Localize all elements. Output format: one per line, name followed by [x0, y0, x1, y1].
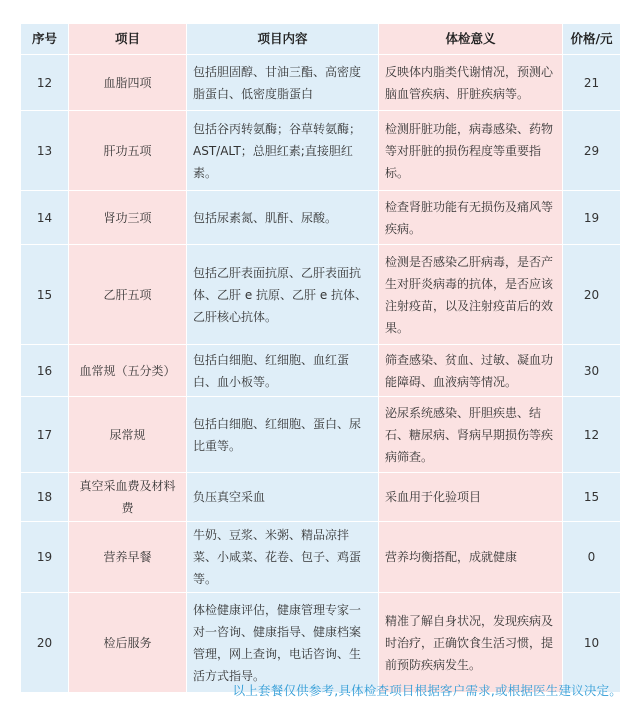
- row-content: 包括乙肝表面抗原、乙肝表面抗体、乙肝 e 抗原、乙肝 e 抗体、乙肝核心抗体。: [187, 245, 379, 345]
- table-row: [21, 191, 621, 245]
- row-price: 0: [563, 522, 621, 593]
- footer-note: 以上套餐仅供参考,具体检查项目根据客户需求,或根据医生建议决定。: [232, 683, 622, 698]
- row-content: 包括胆固醇、甘油三酯、高密度脂蛋白、低密度脂蛋白: [187, 55, 379, 111]
- row-seq: 12: [21, 55, 69, 111]
- table-row: [21, 473, 621, 522]
- row-price: 15: [563, 473, 621, 522]
- row-seq: 17: [21, 397, 69, 473]
- row-item: 检后服务: [69, 593, 187, 693]
- table-row: [21, 522, 621, 593]
- row-item: 尿常规: [69, 397, 187, 473]
- row-price: 30: [563, 345, 621, 397]
- row-seq: 19: [21, 522, 69, 593]
- table-row: [21, 397, 621, 473]
- row-item: 血脂四项: [69, 55, 187, 111]
- row-meaning: 精准了解自身状况，发现疾病及时治疗，正确饮食生活习惯，提前预防疾病发生。: [379, 593, 563, 693]
- table-row: [21, 245, 621, 345]
- table-row: [21, 55, 621, 111]
- row-item: 乙肝五项: [69, 245, 187, 345]
- table-row: [21, 593, 621, 693]
- checkup-price-table: [20, 23, 621, 693]
- row-item: 营养早餐: [69, 522, 187, 593]
- row-meaning: 营养均衡搭配，成就健康: [379, 522, 563, 593]
- row-meaning: 筛查感染、贫血、过敏、凝血功能障碍、血液病等情况。: [379, 345, 563, 397]
- row-item: 真空采血费及材料费: [69, 473, 187, 522]
- row-price: 19: [563, 191, 621, 245]
- price-table-container: [20, 23, 621, 693]
- row-meaning: 采血用于化验项目: [379, 473, 563, 522]
- row-item: 血常规（五分类）: [69, 345, 187, 397]
- table-header-row: [21, 24, 621, 55]
- row-price: 10: [563, 593, 621, 693]
- row-meaning: 泌尿系统感染、肝胆疾患、结石、糖尿病、肾病早期损伤等疾病筛查。: [379, 397, 563, 473]
- row-meaning: 反映体内脂类代谢情况，预测心脑血管疾病、肝脏疾病等。: [379, 55, 563, 111]
- row-seq: 18: [21, 473, 69, 522]
- row-content: 体检健康评估，健康管理专家一对一咨询、健康指导、健康档案管理，网上查询，电话咨询、生活方式指导。: [187, 593, 379, 693]
- row-seq: 20: [21, 593, 69, 693]
- header-content: 项目内容: [187, 24, 379, 55]
- row-seq: 15: [21, 245, 69, 345]
- row-price: 20: [563, 245, 621, 345]
- row-price: 29: [563, 111, 621, 191]
- row-item: 肝功五项: [69, 111, 187, 191]
- row-content: 包括白细胞、红细胞、蛋白、尿比重等。: [187, 397, 379, 473]
- row-content: 负压真空采血: [187, 473, 379, 522]
- header-price: 价格/元: [563, 24, 621, 55]
- row-seq: 14: [21, 191, 69, 245]
- header-item: 项目: [69, 24, 187, 55]
- row-seq: 16: [21, 345, 69, 397]
- row-item: 肾功三项: [69, 191, 187, 245]
- row-content: 包括谷丙转氨酶；谷草转氨酶；AST/ALT；总胆红素;直接胆红素。: [187, 111, 379, 191]
- row-price: 12: [563, 397, 621, 473]
- row-content: 包括白细胞、红细胞、血红蛋白、血小板等。: [187, 345, 379, 397]
- row-content: 牛奶、豆浆、米粥、精品凉拌菜、小咸菜、花卷、包子、鸡蛋等。: [187, 522, 379, 593]
- header-seq: 序号: [21, 24, 69, 55]
- row-meaning: 检查肾脏功能有无损伤及痛风等疾病。: [379, 191, 563, 245]
- row-seq: 13: [21, 111, 69, 191]
- row-content: 包括尿素氮、肌酐、尿酸。: [187, 191, 379, 245]
- table-row: [21, 345, 621, 397]
- row-meaning: 检测肝脏功能，病毒感染、药物等对肝脏的损伤程度等重要指标。: [379, 111, 563, 191]
- header-meaning: 体检意义: [379, 24, 563, 55]
- row-price: 21: [563, 55, 621, 111]
- table-row: [21, 111, 621, 191]
- row-meaning: 检测是否感染乙肝病毒，是否产生对肝炎病毒的抗体，是否应该注射疫苗，以及注射疫苗后的效果。: [379, 245, 563, 345]
